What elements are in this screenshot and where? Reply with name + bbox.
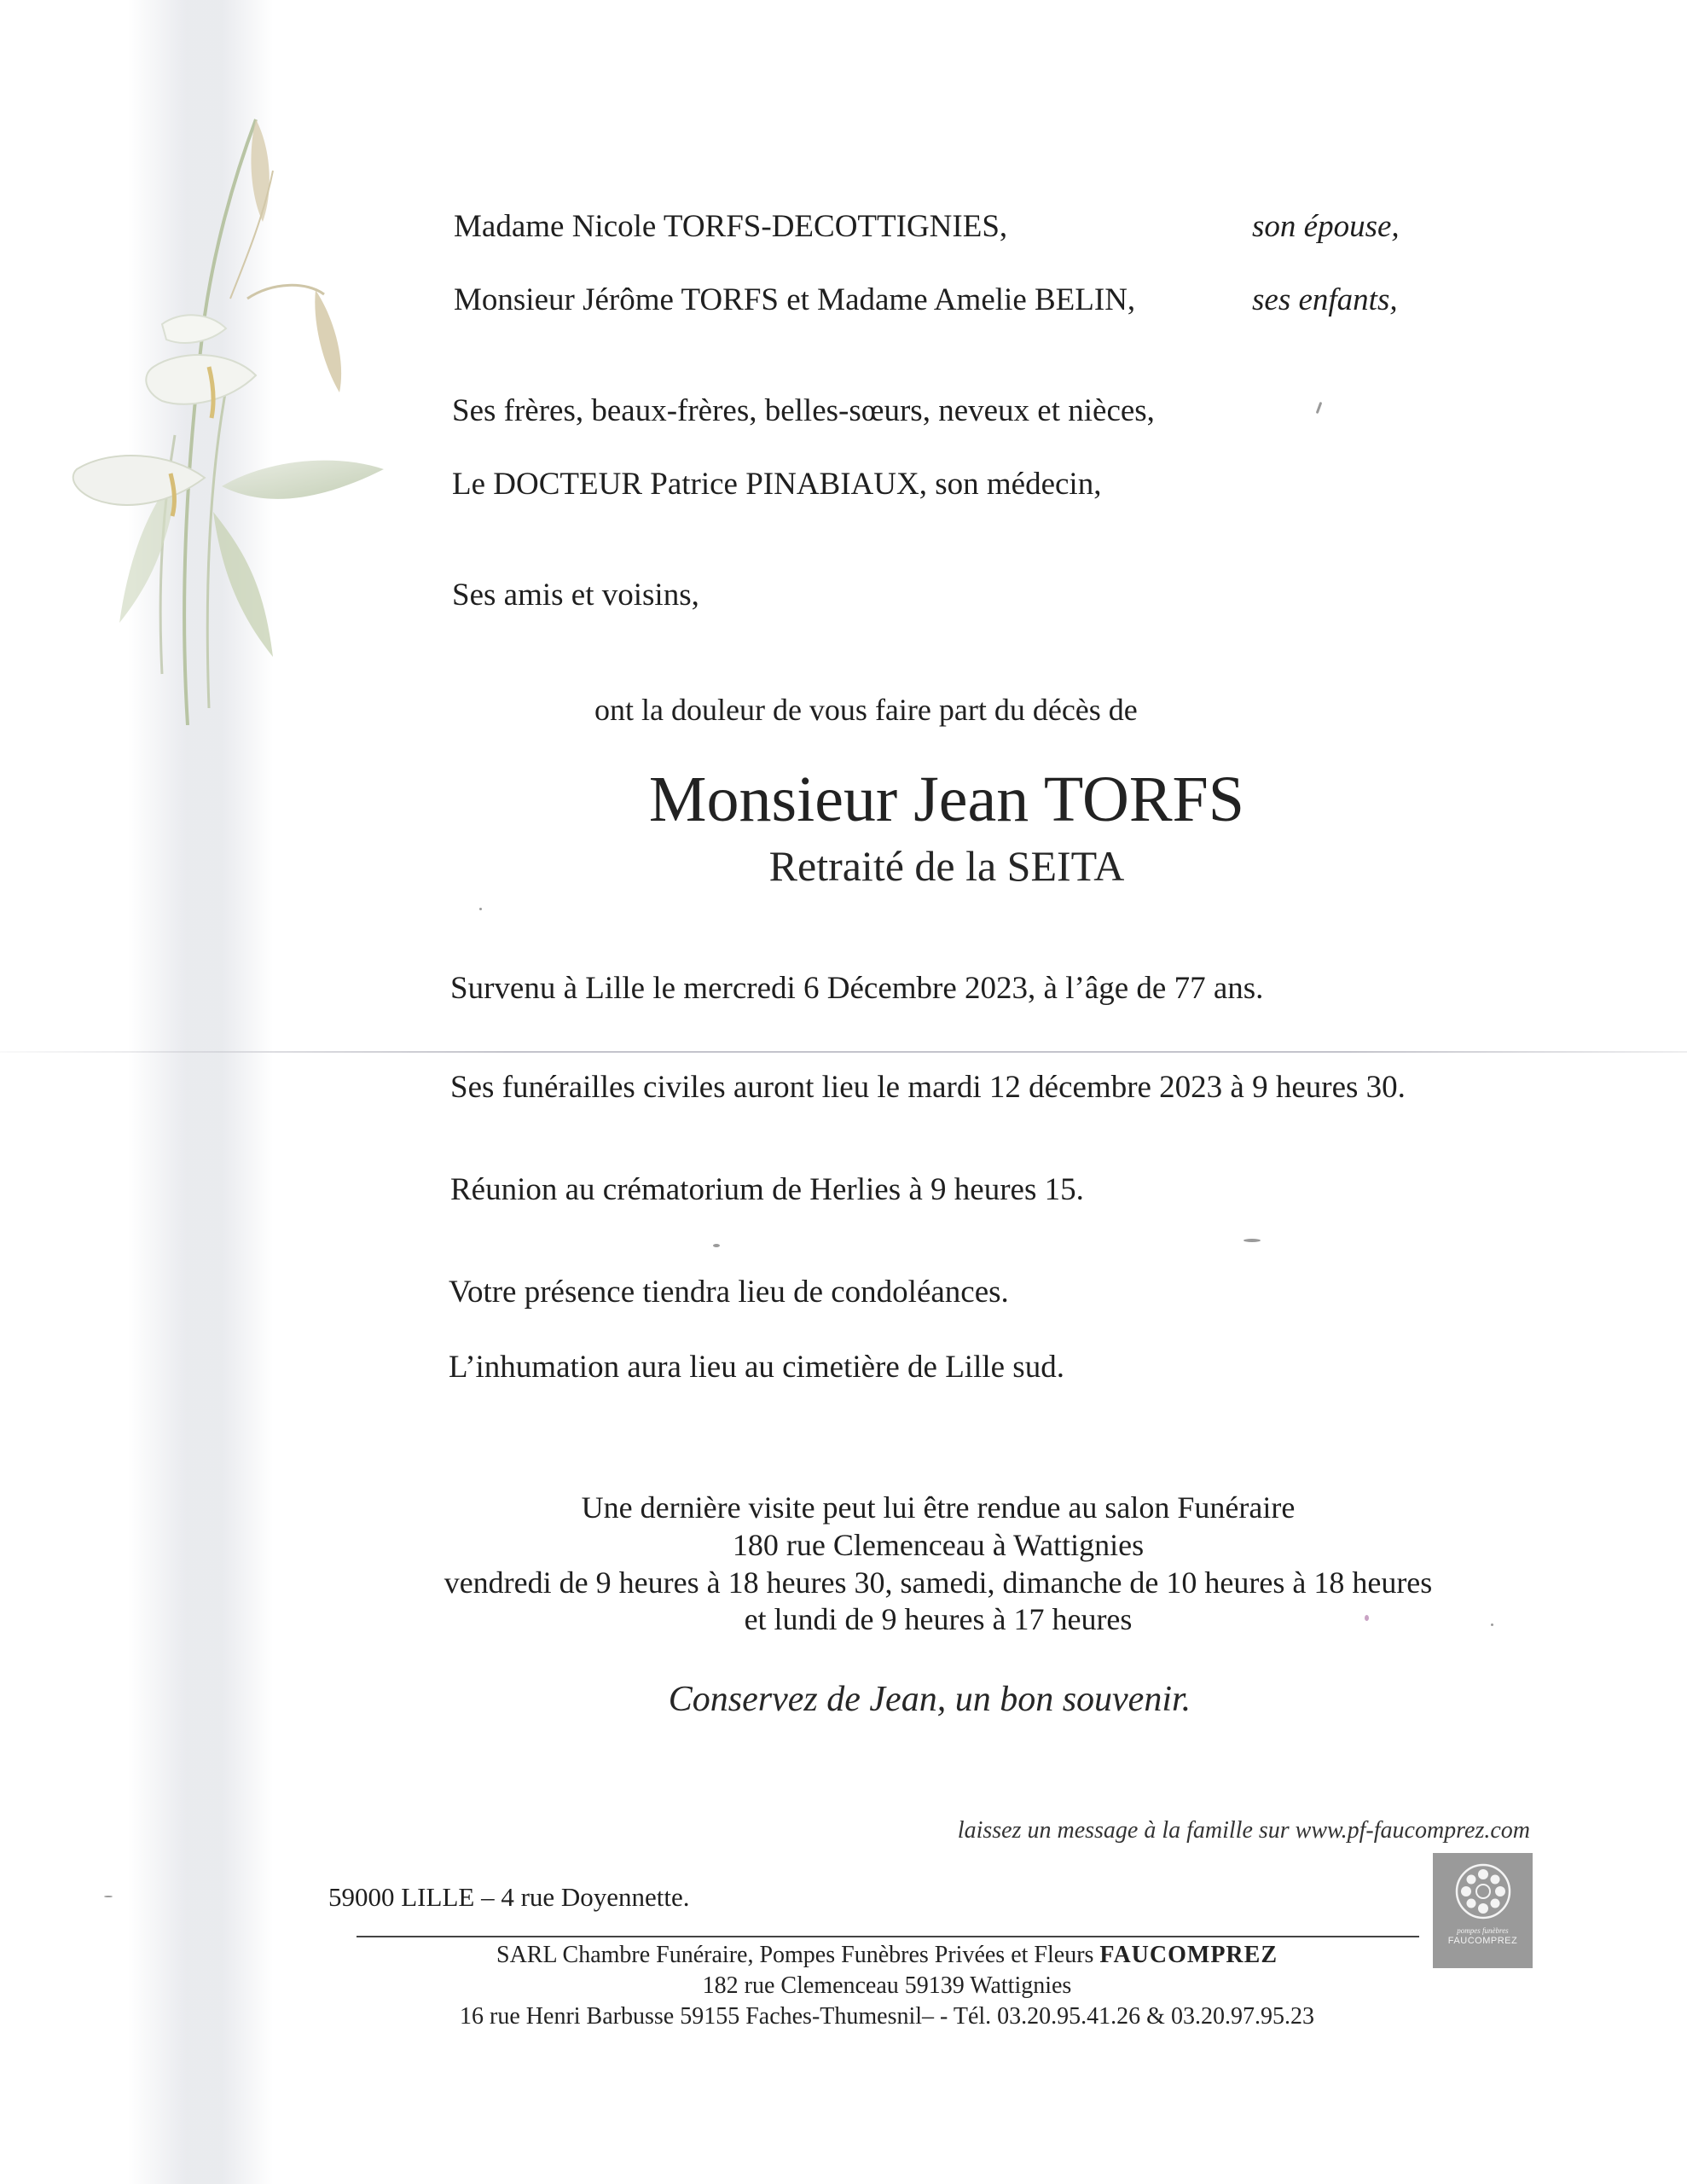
footer-company-prefix: SARL Chambre Funéraire, Pompes Funèbres Privées et Fleurs	[496, 1942, 1100, 1968]
footer-contact-line: 16 rue Henri Barbusse 59155 Faches-Thumesnil– - Tél. 03.20.95.41.26 & 03.20.97.95.23	[460, 2003, 1314, 2030]
doctor-line: Le DOCTEUR Patrice PINABIAUX, son médecin,	[452, 467, 1102, 502]
scan-speck	[1365, 1615, 1369, 1621]
family-member-name: Monsieur Jérôme TORFS et Madame Amelie BELIN,	[454, 282, 1136, 317]
announcement-text: ont la douleur de vous faire part du décès de	[594, 693, 1138, 727]
logo-subtitle: pompes funèbres	[1457, 1926, 1509, 1935]
footer-divider	[357, 1936, 1419, 1937]
family-member-name: Madame Nicole TORFS-DECOTTIGNIES,	[454, 209, 1008, 244]
funeral-details: Ses funérailles civiles auront lieu le mardi 12 décembre 2023 à 9 heures 30.	[450, 1070, 1406, 1105]
visit-hours: vendredi de 9 heures à 18 heures 30, samedi, dimanche de 10 heures à 18 heures	[443, 1565, 1433, 1600]
scan-speck	[1491, 1623, 1493, 1626]
deceased-name: Monsieur Jean TORFS	[648, 764, 1245, 835]
deceased-profession: Retraité de la SEITA	[768, 842, 1125, 890]
burial-details: L’inhumation aura lieu au cimetière de Lille sud.	[449, 1350, 1064, 1385]
visit-line: Une dernière visite peut lui être rendue au salon Funéraire	[581, 1490, 1296, 1525]
scan-speck	[713, 1244, 720, 1247]
logo-brand: FAUCOMPREZ	[1447, 1936, 1518, 1946]
family-member-role: ses enfants,	[1252, 282, 1398, 317]
footer-company-line	[375, 1941, 1399, 1970]
funeral-home-logo	[1433, 1853, 1533, 1968]
visit-address: 180 rue Clemenceau à Wattignies	[732, 1528, 1145, 1562]
friends-line: Ses amis et voisins,	[452, 578, 699, 613]
website-note: laissez un message à la famille sur www.pf-faucomprez.com	[957, 1817, 1530, 1844]
scan-speck	[1244, 1239, 1261, 1242]
death-details: Survenu à Lille le mercredi 6 Décembre 2023, à l’âge de 77 ans.	[450, 971, 1264, 1006]
flower-rosette-icon	[1453, 1862, 1513, 1921]
footer-address-line: 182 rue Clemenceau 59139 Wattignies	[702, 1972, 1072, 1999]
closing-message: Conservez de Jean, un bon souvenir.	[668, 1680, 1191, 1719]
condolences-note: Votre présence tiendra lieu de condoléances.	[449, 1275, 1009, 1310]
scan-speck	[479, 908, 482, 910]
paper-fold-line	[0, 1051, 1687, 1053]
scan-speck	[104, 1896, 113, 1897]
family-member-role: son épouse,	[1252, 209, 1400, 244]
crematorium-details: Réunion au crématorium de Herlies à 9 heures 15.	[450, 1172, 1084, 1207]
family-address: 59000 LILLE – 4 rue Doyennette.	[328, 1882, 690, 1912]
relatives-line: Ses frères, beaux-frères, belles-sœurs, neveux et nièces,	[452, 393, 1155, 428]
scan-speck	[1316, 402, 1323, 414]
visit-hours-monday: et lundi de 9 heures à 17 heures	[744, 1602, 1133, 1636]
calla-lily-wheat-illustration	[60, 111, 384, 725]
footer-company-brand: FAUCOMPREZ	[1099, 1942, 1278, 1968]
